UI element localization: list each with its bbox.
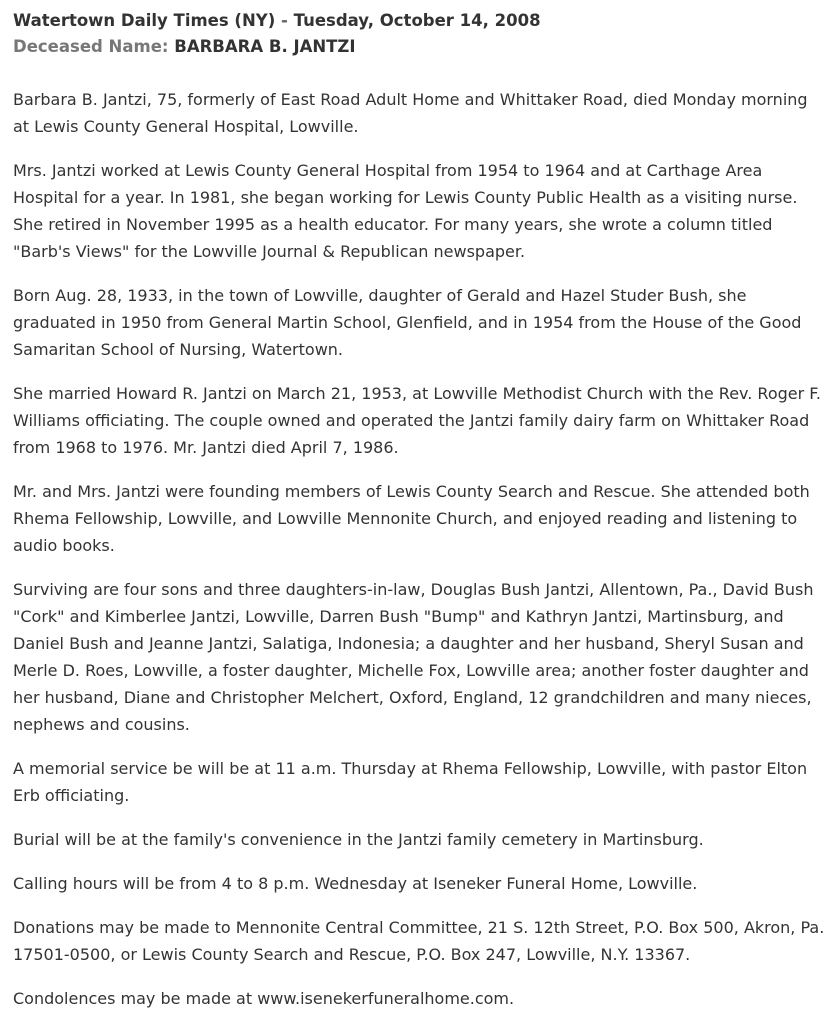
paragraph-condolences: Condolences may be made at www.isenekerfuneralhome.com. — [13, 989, 515, 1008]
paragraph-burial: Burial will be at the family's convenience in the Jantzi family cemetery in Martinsburg. — [13, 830, 704, 849]
paragraph-memorial-service: A memorial service be will be at 11 a.m. Thursday at Rhema Fellowship, Lowville, with pastor Elton Erb officiating. — [13, 759, 808, 805]
paragraph-death-notice: Barbara B. Jantzi, 75, formerly of East Road Adult Home and Whittaker Road, died Monday morning at Lewis County General Hospital, Lowville. — [13, 90, 808, 136]
deceased-line — [13, 34, 826, 60]
deceased-label: Deceased Name: — [13, 37, 169, 56]
paragraph-birth-education: Born Aug. 28, 1933, in the town of Lowville, daughter of Gerald and Hazel Studer Bush, she graduated in 1950 from General Martin School, Glenfield, and in 1954 from the House of the Good Samaritan School of Nursing, Watertown. — [13, 286, 802, 359]
publication-name: Watertown Daily Times (NY) — [13, 11, 276, 30]
paragraph-donations: Donations may be made to Mennonite Central Committee, 21 S. 12th Street, P.O. Box 500, Akron, Pa. 17501-0500, or Lewis County Search and Rescue, P.O. Box 247, Lowville, N.Y. 13367. — [13, 918, 825, 964]
deceased-name: BARBARA B. JANTZI — [174, 37, 356, 56]
paragraph-career: Mrs. Jantzi worked at Lewis County General Hospital from 1954 to 1964 and at Carthage Area Hospital for a year. In 1981, she began working for Lewis County Public Health as a visiting nurse. She retired in November 1995 as a health educator. For many years, she wrote a column titled "Barb's Views" for the Lowville Journal & Republican newspaper. — [13, 161, 798, 261]
paragraph-marriage: She married Howard R. Jantzi on March 21, 1953, at Lowville Methodist Church with the Rev. Roger F. Williams officiating. The couple owned and operated the Jantzi family dairy farm on Whittaker Road from 1968 to 1976. Mr. Jantzi died April 7, 1986. — [13, 384, 821, 457]
header-separator: - — [281, 11, 288, 30]
publication-line — [13, 8, 826, 34]
obituary-body — [13, 86, 826, 1012]
paragraph-community: Mr. and Mrs. Jantzi were founding members of Lewis County Search and Rescue. She attended both Rhema Fellowship, Lowville, and Lowville Mennonite Church, and enjoyed reading and listening to audio books. — [13, 482, 810, 555]
publication-date: Tuesday, October 14, 2008 — [293, 11, 541, 30]
paragraph-calling-hours: Calling hours will be from 4 to 8 p.m. Wednesday at Iseneker Funeral Home, Lowville. — [13, 874, 698, 893]
paragraph-survivors: Surviving are four sons and three daughters-in-law, Douglas Bush Jantzi, Allentown, Pa., David Bush "Cork" and Kimberlee Jantzi, Lowville, Darren Bush "Bump" and Kathryn Jantzi, Martinsburg, and Daniel Bush and Jeanne Jantzi, Salatiga, Indonesia; a daughter and her husband, Sheryl Susan and Merle D. Roes, Lowville, a foster daughter, Michelle Fox, Lowville area; another foster daughter and her husband, Diane and Christopher Melchert, Oxford, England, 12 grandchildren and many nieces, nephews and cousins. — [13, 580, 814, 734]
